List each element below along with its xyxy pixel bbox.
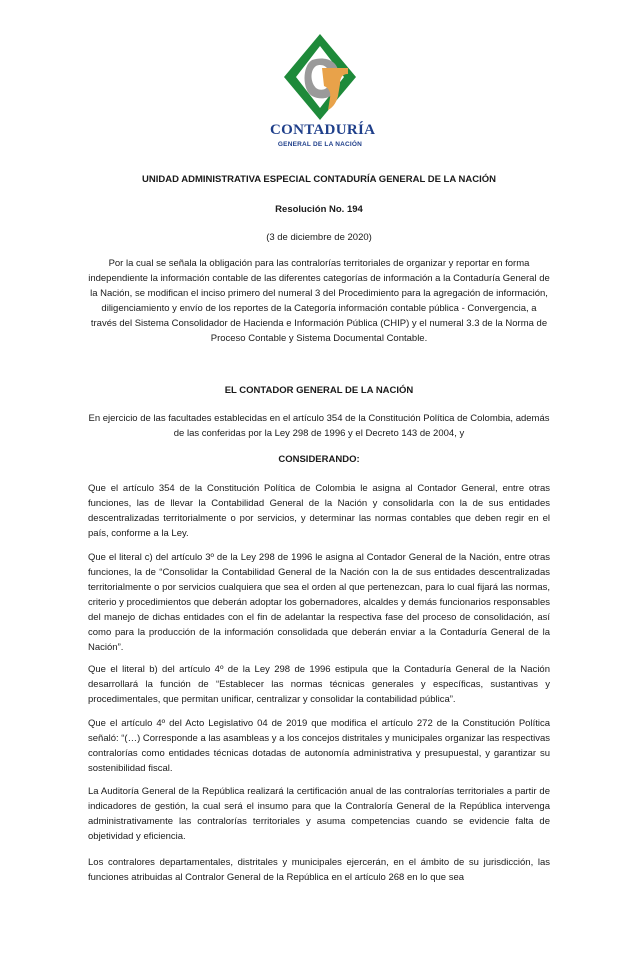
paragraph: Que el artículo 354 de la Constitución Política de Colombia le asigna al Contador General, entre otras funciones, las de llevar la Contabilidad General de la Nación y consolidarla con la de sus entidades descentralizadas territorialmente o por servicios, y determinar las normas contables que deben regir en el país, conforme a la Ley. <box>88 483 550 539</box>
authority-powers: En ejercicio de las facultades establecidas en el artículo 354 de la Constitución Política de Colombia, además de las conferidas por la Ley 298 de 1996 y el Decreto 143 de 2004, y <box>88 413 550 439</box>
resolution-number: Resolución No. 194 <box>275 204 363 215</box>
paragraph: Que el literal b) del artículo 4º de la Ley 298 de 1996 estipula que la Contaduría General de la Nación desarrollará la función de “Establecer las normas técnicas generales y específicas, sustantivas y procedimentales, que permitan unificar, centralizar y consolidar la contabilidad pública”. <box>88 664 550 705</box>
paragraph: La Auditoría General de la República realizará la certificación anual de las contralorías territoriales a partir de indicadores de gestión, la cual será el insumo para que la Contraloría General de la República intervenga administrativamente las contralorías territoriales y asuma competencias cuando se evidencie falta de objetividad y eficiencia. <box>88 786 550 842</box>
considering-heading: CONSIDERANDO: <box>278 454 360 465</box>
contaduria-logo <box>270 34 376 152</box>
entity-heading: UNIDAD ADMINISTRATIVA ESPECIAL CONTADURÍA GENERAL DE LA NACIÓN <box>142 174 496 185</box>
paragraph: Que el artículo 4º del Acto Legislativo 04 de 2019 que modifica el artículo 272 de la Constitución Política señaló: “(…) Corresponde a las asambleas y a los concejos distritales y municipales organizar las respectivas contralorías como entidades técnicas dotadas de autonomía administrativa y presupuestal, y garantizar su sostenibilidad fiscal. <box>88 718 551 774</box>
paragraph: Los contralores departamentales, distritales y municipales ejercerán, en el ámbito de su jurisdicción, las funciones atribuidas al Contralor General de la República en el artículo 268 en lo que sea <box>88 857 550 883</box>
logo-subtitle: GENERAL DE LA NACIÓN <box>277 141 363 148</box>
contaduria-emblem-icon <box>284 34 356 120</box>
resolution-date: (3 de diciembre de 2020) <box>266 232 372 243</box>
authority-title: EL CONTADOR GENERAL DE LA NACIÓN <box>224 385 414 396</box>
resolution-summary: Por la cual se señala la obligación para las contralorías territoriales de organizar y reportar en forma independiente la información contable de las diferentes categorías de información a la Contaduría General de la Nación, se modifican el inciso primero del numeral 3 del Procedimiento para la agregación de información, diligenciamiento y envío de los reportes de la Categoría información contable pública - Convergencia, a través del Sistema Consolidador de Hacienda e Información Pública (CHIP) y el numeral 3.3 de la Norma de Proceso Contable y Sistema Documental Contable. <box>88 258 550 344</box>
logo-name: CONTADURÍA <box>270 122 376 138</box>
paragraph: Que el literal c) del artículo 3º de la Ley 298 de 1996 le asigna al Contador General de la Nación, entre otras funciones, la de “Consolidar la Contabilidad General de la Nación con la de sus entidades descentralizadas territorialmente o por servicios cualquiera que sea el orden al que pertenezcan, para lo cual fijará las normas, criterio y procedimientos que deberán adoptar los gobernadores, alcaldes y demás funcionarios responsables del manejo de dichas entidades con el fin de adelantar la respectiva fase del proceso de consolidación, así como para la producción de la información consolidada que deberán enviar a la Contaduría General de la Nación”. <box>88 552 550 653</box>
